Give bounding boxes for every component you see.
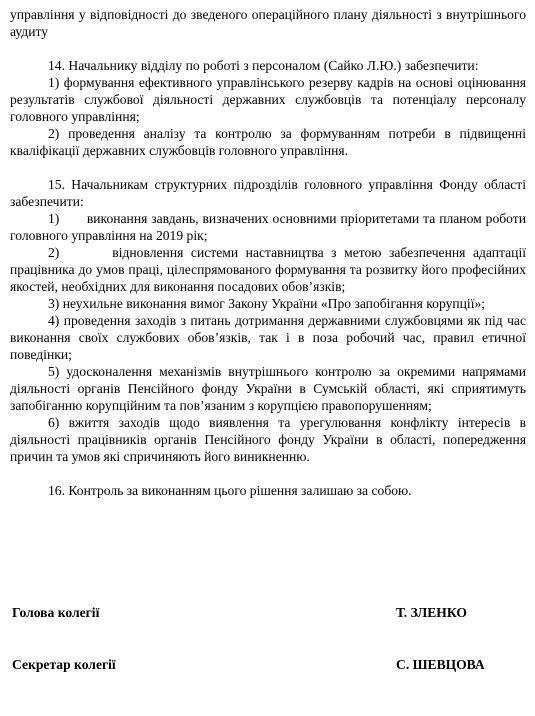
secretary-name: С. ШЕВЦОВА [396,657,485,672]
chair-role: Голова колегії [12,605,100,620]
item-15-sub-5: 5) удосконалення механізмів внутрішнього контролю за окремими напрямами діяльності органів Пенсійного фонду України в Сумській області, які сприятимуть запобіганню корупційним та пов’язаним з корупцією правопорушенням; [10,364,526,413]
secretary-signature-block [12,656,522,673]
spacer [10,40,526,57]
chair-signature-block [12,604,522,621]
spacer [10,159,526,176]
item-15-sub-4: 4) проведення заходів з питань дотримання державними службовцями як під час виконання своїх службових обов’язків, так і в поза робочий час, правил етичної поведінки; [10,313,526,362]
item-15-lead: 15. Начальникам структурних підрозділів головного управління Фонду області забезпечити: [10,177,526,209]
item-14-lead: 14. Начальнику відділу по роботі з персоналом (Сайко Л.Ю.) забезпечити: [48,58,479,73]
chair-name: Т. ЗЛЕНКО [396,605,467,620]
item-15-sub-6: 6) вжиття заходів щодо виявлення та урегулювання конфлікту інтересів в діяльності працівників органів Пенсійного фонду України в області, попередження причин та умов які спричиняють його виникненню. [10,415,526,464]
intro-continuation: управління у відповідності до зведеного операційного плану діяльності з внутрішнього аудиту [10,7,526,39]
document-body [10,6,530,499]
item-14-sub-2: 2) проведення аналізу та контролю за формуванням потреби в підвищенні кваліфікації державних службовців головного управління. [10,126,526,158]
item-15-sub-2: 2) відновлення системи наставництва з метою забезпечення адаптації працівника до умов праці, цілеспрямованого формування та розвитку його професійних якостей, необхідних для виконання посадових обов’язків; [10,245,530,294]
item-14-sub-1: 1) формування ефективного управлінського резерву кадрів на основі оцінювання результатів службової діяльності державних службовців та потенціалу персоналу головного управління; [10,75,526,124]
item-15-sub-3: 3) неухильне виконання вимог Закону України «Про запобігання корупції»; [48,296,486,311]
secretary-role: Секретар колегії [12,657,116,672]
spacer [10,465,526,482]
item-16: 16. Контроль за виконанням цього рішення залишаю за собою. [48,483,412,498]
item-15-sub-1: 1) виконання завдань, визначених основними пріоритетами та планом роботи головного управління на 2019 рік; [10,211,530,243]
